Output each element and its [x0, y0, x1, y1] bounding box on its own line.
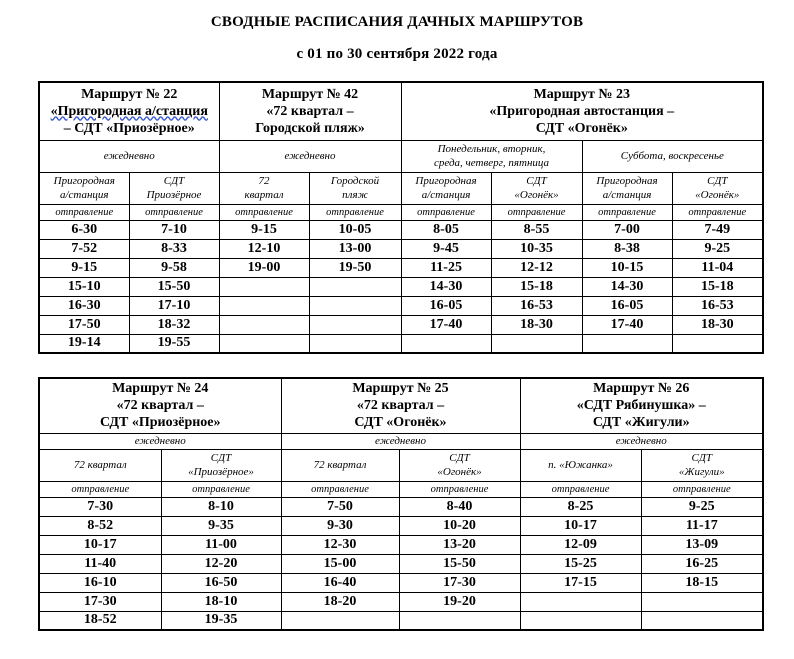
- departure-label: отправление: [129, 204, 219, 220]
- departure-time: 10-17: [39, 535, 161, 554]
- departure-label: отправление: [39, 204, 129, 220]
- departure-time: 15-50: [399, 554, 520, 573]
- route-26-frequency: ежедневно: [520, 433, 763, 449]
- departure-time: 9-30: [281, 516, 399, 535]
- departure-label: отправление: [161, 481, 281, 497]
- empty-cell: [219, 315, 309, 334]
- departure-time: 17-30: [39, 592, 161, 611]
- empty-cell: [641, 592, 763, 611]
- departure-time: 8-05: [401, 220, 491, 239]
- empty-cell: [219, 334, 309, 353]
- departure-time: 16-10: [39, 573, 161, 592]
- departure-time: 13-09: [641, 535, 763, 554]
- empty-cell: [672, 334, 763, 353]
- empty-cell: [309, 334, 401, 353]
- departure-time: 11-25: [401, 258, 491, 277]
- departure-label: отправление: [641, 481, 763, 497]
- empty-cell: [219, 296, 309, 315]
- departure-time: 17-10: [129, 296, 219, 315]
- route-24-stop-2: СДТ «Приозёрное»: [161, 449, 281, 481]
- empty-cell: [401, 334, 491, 353]
- departure-time: 8-52: [39, 516, 161, 535]
- departure-time: 7-10: [129, 220, 219, 239]
- route-23-weekday-label: Понедельник, вторник, среда, четверг, пятница: [401, 140, 582, 172]
- departure-time: 8-10: [161, 497, 281, 516]
- route-42-header: Маршрут № 42 «72 квартал – Городской пляж»: [219, 82, 401, 140]
- route-24-stop-1: 72 квартал: [39, 449, 161, 481]
- departure-label: отправление: [309, 204, 401, 220]
- empty-cell: [309, 296, 401, 315]
- empty-cell: [281, 611, 399, 630]
- departure-time: 8-55: [491, 220, 582, 239]
- route-22-stop-1: Пригородная а/станция: [39, 172, 129, 204]
- departure-label: отправление: [672, 204, 763, 220]
- departure-time: 9-15: [219, 220, 309, 239]
- route-23-weekend-stop-2: СДТ «Огонёк»: [672, 172, 763, 204]
- departure-time: 8-38: [582, 239, 672, 258]
- empty-cell: [582, 334, 672, 353]
- departure-label: отправление: [582, 204, 672, 220]
- departure-time: 12-12: [491, 258, 582, 277]
- empty-cell: [520, 611, 641, 630]
- departure-time: 18-52: [39, 611, 161, 630]
- empty-cell: [309, 277, 401, 296]
- departure-time: 15-25: [520, 554, 641, 573]
- departure-time: 15-50: [129, 277, 219, 296]
- departure-time: 10-05: [309, 220, 401, 239]
- route-23-weekend-stop-1: Пригородная а/станция: [582, 172, 672, 204]
- empty-cell: [491, 334, 582, 353]
- departure-time: 8-33: [129, 239, 219, 258]
- route-25-header: Маршрут № 25 «72 квартал – СДТ «Огонёк»: [281, 378, 520, 433]
- route-22-header: Маршрут № 22 «Пригородная а/станция – СДТ «Приозёрное»: [39, 82, 219, 140]
- departure-time: 13-00: [309, 239, 401, 258]
- departure-time: 19-00: [219, 258, 309, 277]
- route-26-header: Маршрут № 26 «СДТ Рябинушка» – СДТ «Жигули»: [520, 378, 763, 433]
- schedule-table-top: [38, 81, 764, 354]
- empty-cell: [219, 277, 309, 296]
- departure-time: 7-52: [39, 239, 129, 258]
- departure-time: 16-50: [161, 573, 281, 592]
- departure-time: 17-40: [582, 315, 672, 334]
- departure-time: 9-58: [129, 258, 219, 277]
- departure-time: 13-20: [399, 535, 520, 554]
- departure-time: 17-15: [520, 573, 641, 592]
- departure-label: отправление: [520, 481, 641, 497]
- departure-time: 8-25: [520, 497, 641, 516]
- departure-label: отправление: [491, 204, 582, 220]
- departure-time: 17-30: [399, 573, 520, 592]
- departure-time: 9-15: [39, 258, 129, 277]
- departure-time: 18-15: [641, 573, 763, 592]
- departure-time: 9-35: [161, 516, 281, 535]
- departure-time: 15-10: [39, 277, 129, 296]
- route-24-header: Маршрут № 24 «72 квартал – СДТ «Приозёрное»: [39, 378, 281, 433]
- departure-time: 18-30: [491, 315, 582, 334]
- empty-cell: [641, 611, 763, 630]
- departure-time: 16-05: [401, 296, 491, 315]
- departure-time: 16-25: [641, 554, 763, 573]
- departure-time: 15-18: [491, 277, 582, 296]
- departure-time: 16-53: [491, 296, 582, 315]
- departure-time: 14-30: [401, 277, 491, 296]
- route-42-frequency: ежедневно: [219, 140, 401, 172]
- departure-time: 10-35: [491, 239, 582, 258]
- empty-cell: [399, 611, 520, 630]
- route-23-weekday-stop-1: Пригородная а/станция: [401, 172, 491, 204]
- departure-time: 7-50: [281, 497, 399, 516]
- departure-label: отправление: [401, 204, 491, 220]
- departure-time: 9-25: [672, 239, 763, 258]
- departure-time: 18-10: [161, 592, 281, 611]
- departure-time: 19-35: [161, 611, 281, 630]
- departure-time: 12-30: [281, 535, 399, 554]
- departure-time: 16-40: [281, 573, 399, 592]
- departure-time: 18-30: [672, 315, 763, 334]
- empty-cell: [520, 592, 641, 611]
- departure-time: 19-14: [39, 334, 129, 353]
- departure-time: 10-15: [582, 258, 672, 277]
- schedule-table-bottom: [38, 377, 764, 631]
- departure-time: 19-55: [129, 334, 219, 353]
- route-42-stop-2: Городской пляж: [309, 172, 401, 204]
- route-22-stop-2: СДТ Приозёрное: [129, 172, 219, 204]
- departure-label: отправление: [39, 481, 161, 497]
- departure-time: 6-30: [39, 220, 129, 239]
- departure-time: 11-17: [641, 516, 763, 535]
- document-period: с 01 по 30 сентября 2022 года: [296, 46, 498, 62]
- departure-time: 15-18: [672, 277, 763, 296]
- departure-time: 11-04: [672, 258, 763, 277]
- departure-time: 11-00: [161, 535, 281, 554]
- departure-time: 18-32: [129, 315, 219, 334]
- departure-time: 16-30: [39, 296, 129, 315]
- document-title: СВОДНЫЕ РАСПИСАНИЯ ДАЧНЫХ МАРШРУТОВ: [210, 14, 584, 30]
- departure-time: 15-00: [281, 554, 399, 573]
- departure-time: 7-30: [39, 497, 161, 516]
- departure-label: отправление: [281, 481, 399, 497]
- departure-time: 8-40: [399, 497, 520, 516]
- route-42-stop-1: 72 квартал: [219, 172, 309, 204]
- route-23-header: Маршрут № 23 «Пригородная автостанция – СДТ «Огонёк»: [401, 82, 763, 140]
- departure-time: 16-05: [582, 296, 672, 315]
- route-25-frequency: ежедневно: [281, 433, 520, 449]
- departure-time: 7-00: [582, 220, 672, 239]
- departure-time: 9-25: [641, 497, 763, 516]
- departure-time: 16-53: [672, 296, 763, 315]
- departure-label: отправление: [219, 204, 309, 220]
- departure-time: 10-17: [520, 516, 641, 535]
- departure-time: 11-40: [39, 554, 161, 573]
- departure-label: отправление: [399, 481, 520, 497]
- departure-time: 9-45: [401, 239, 491, 258]
- route-26-stop-2: СДТ «Жигули»: [641, 449, 763, 481]
- departure-time: 14-30: [582, 277, 672, 296]
- departure-time: 19-20: [399, 592, 520, 611]
- route-25-stop-1: 72 квартал: [281, 449, 399, 481]
- departure-time: 12-09: [520, 535, 641, 554]
- route-24-frequency: ежедневно: [39, 433, 281, 449]
- departure-time: 10-20: [399, 516, 520, 535]
- empty-cell: [309, 315, 401, 334]
- departure-time: 18-20: [281, 592, 399, 611]
- departure-time: 17-50: [39, 315, 129, 334]
- departure-time: 7-49: [672, 220, 763, 239]
- departure-time: 17-40: [401, 315, 491, 334]
- route-23-weekend-label: Суббота, воскресенье: [582, 140, 763, 172]
- departure-time: 12-20: [161, 554, 281, 573]
- route-26-stop-1: п. «Южанка»: [520, 449, 641, 481]
- route-22-frequency: ежедневно: [39, 140, 219, 172]
- departure-time: 19-50: [309, 258, 401, 277]
- departure-time: 12-10: [219, 239, 309, 258]
- route-25-stop-2: СДТ «Огонёк»: [399, 449, 520, 481]
- route-23-weekday-stop-2: СДТ «Огонёк»: [491, 172, 582, 204]
